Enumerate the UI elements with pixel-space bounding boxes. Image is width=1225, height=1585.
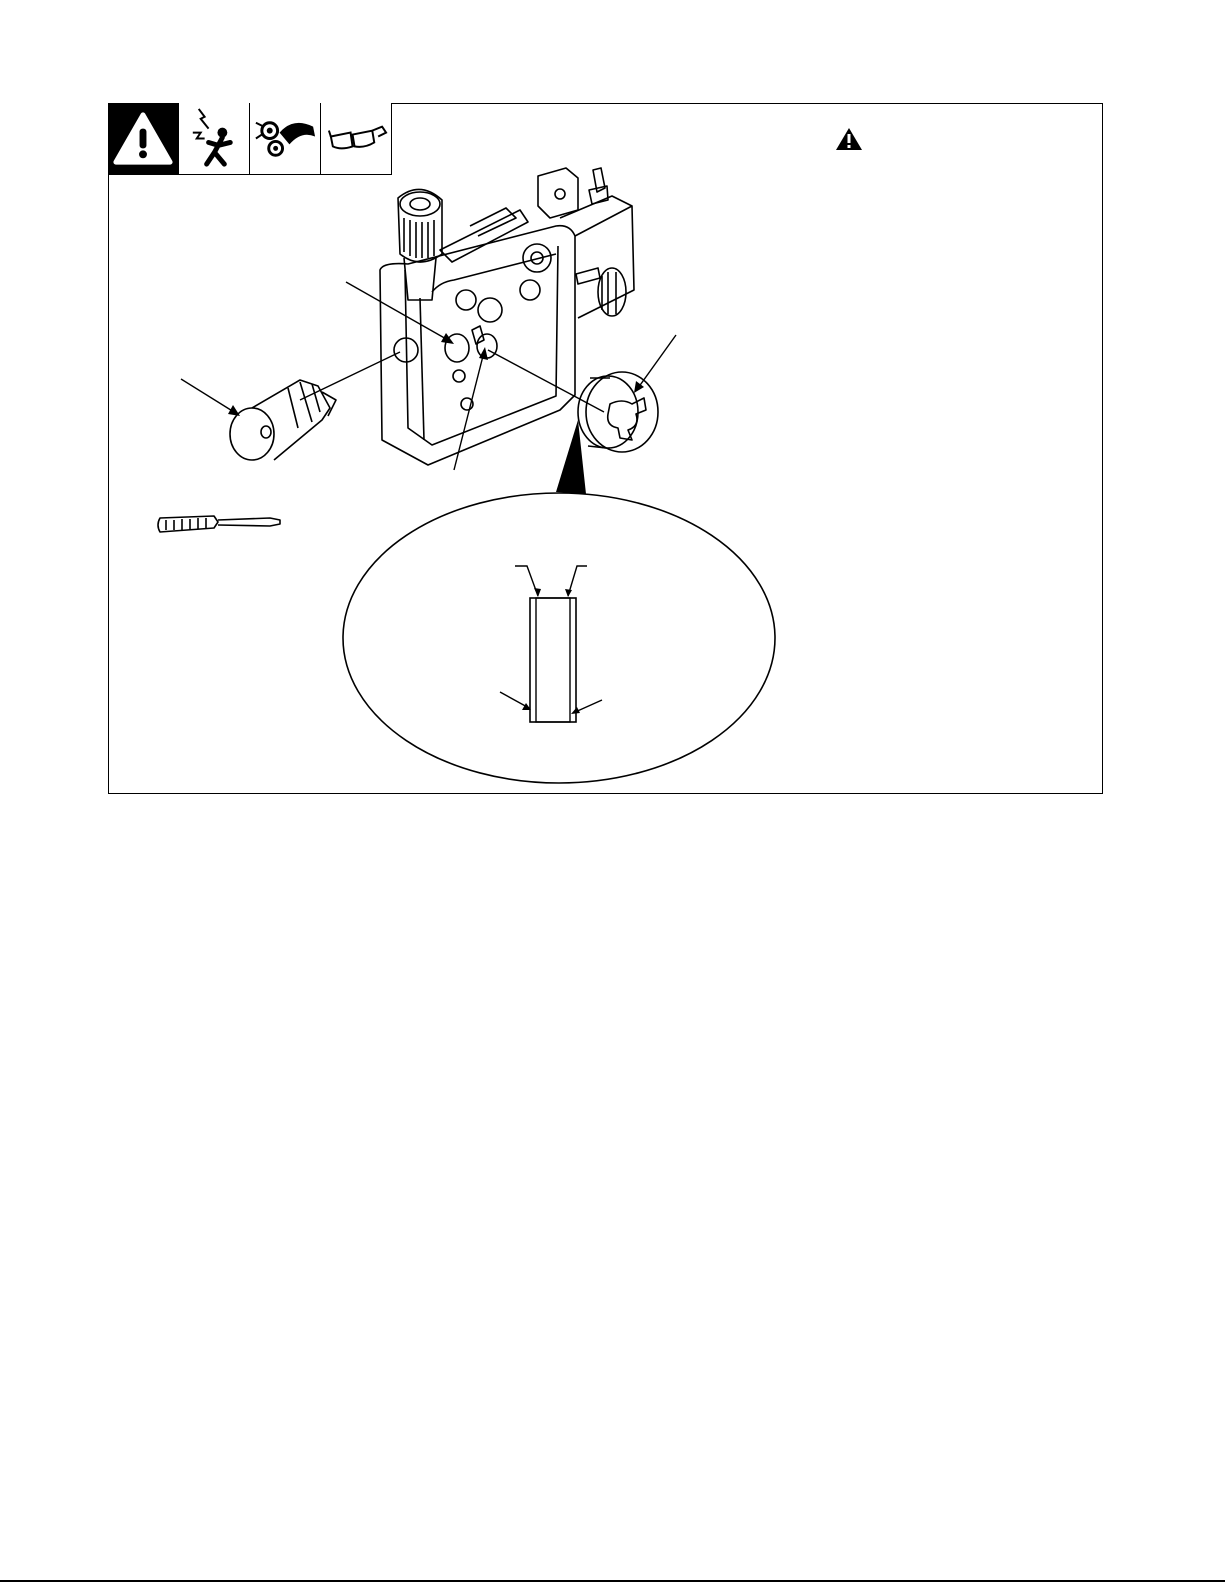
zoom-pointer xyxy=(556,420,586,494)
page-footer-rule xyxy=(0,1580,1225,1582)
drive-roll-groove-detail xyxy=(343,493,775,783)
callout-warning-icon xyxy=(836,128,862,150)
wire-feeder-housing xyxy=(380,168,634,465)
wire-inlet-guide xyxy=(230,380,336,460)
screwdriver-icon xyxy=(158,516,280,532)
callout-arrowheads xyxy=(228,333,644,416)
drive-roll xyxy=(578,372,658,452)
